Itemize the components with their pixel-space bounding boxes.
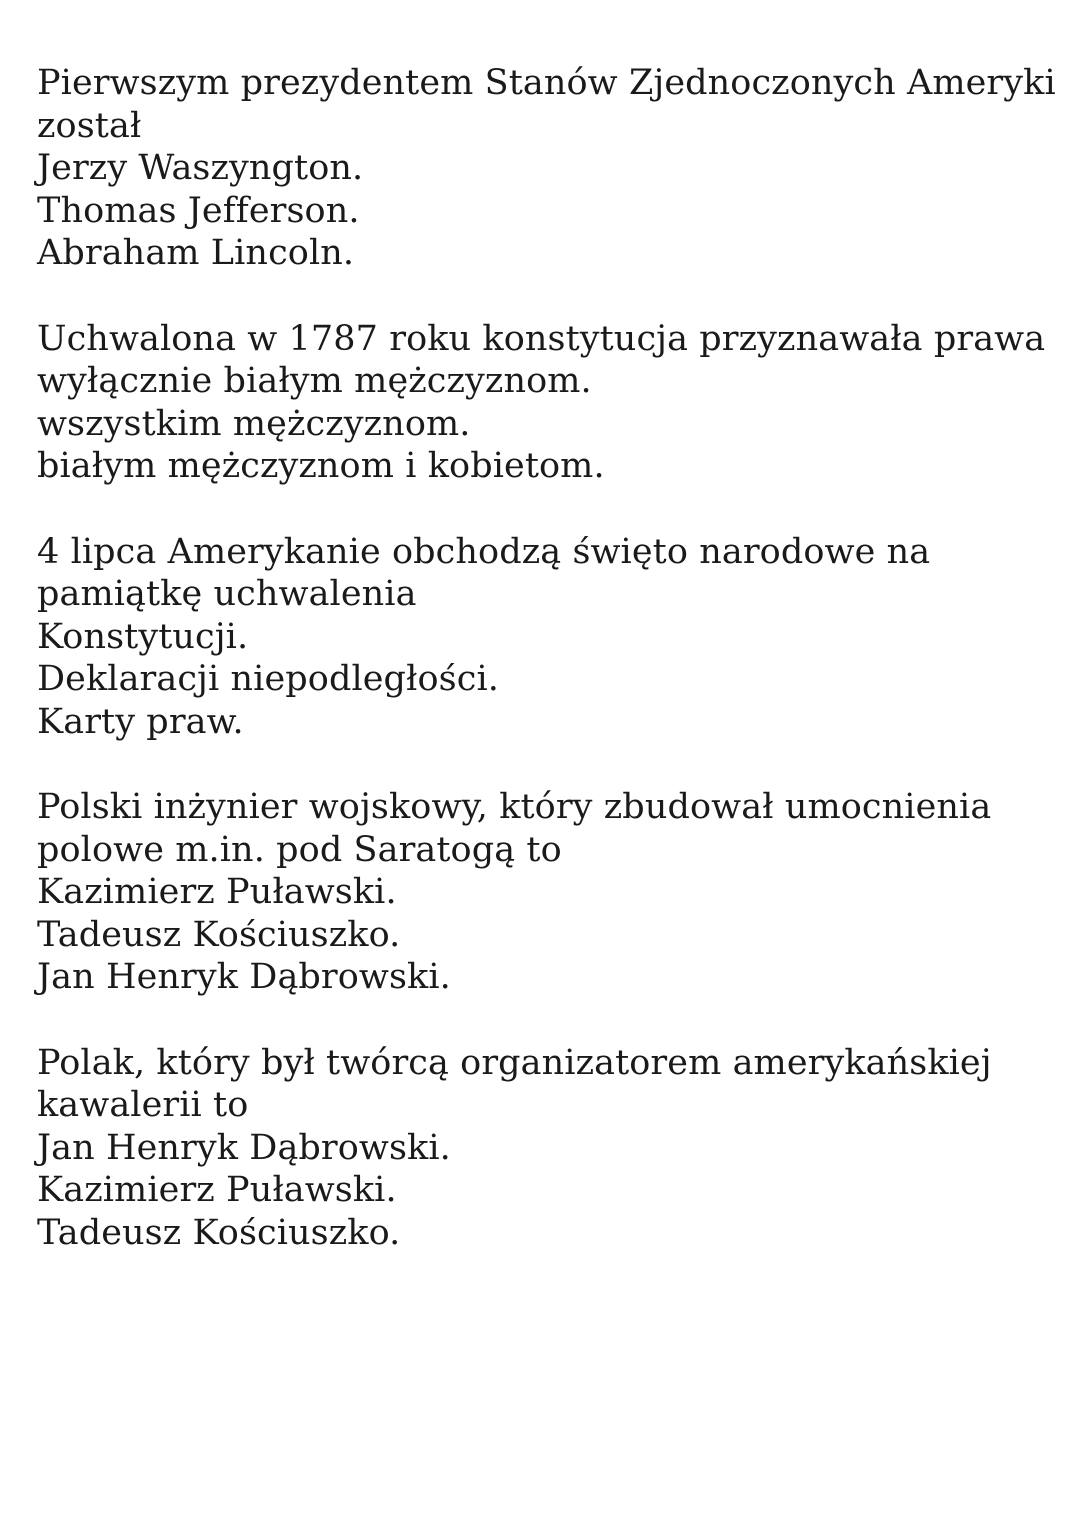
question-stem-line: Polak, który był twórcą organizatorem amerykańskiej — [37, 1042, 992, 1083]
answer-option: Kazimierz Puławski. — [37, 1170, 397, 1211]
question-4 — [37, 786, 1057, 999]
answer-option: Kazimierz Puławski. — [37, 872, 397, 913]
question-stem-line: kawalerii to — [37, 1085, 249, 1126]
answer-option: Jan Henryk Dąbrowski. — [37, 957, 451, 998]
answer-option: Deklaracji niepodległości. — [37, 659, 499, 700]
question-stem-line: 4 lipca Amerykanie obchodzą święto narodowe na — [37, 531, 931, 572]
question-stem-line: został — [37, 105, 142, 146]
answer-option: wyłącznie białym mężczyznom. — [37, 361, 592, 402]
question-2 — [37, 318, 1057, 488]
question-stem-line: Polski inżynier wojskowy, który zbudował umocnienia — [37, 787, 992, 828]
answer-option: Karty praw. — [37, 701, 244, 742]
answer-option: Jan Henryk Dąbrowski. — [37, 1127, 451, 1168]
answer-option: Thomas Jefferson. — [37, 190, 360, 231]
question-stem-line: Uchwalona w 1787 roku konstytucja przyznawała prawa — [37, 318, 1046, 359]
question-stem-line: pamiątkę uchwalenia — [37, 574, 417, 615]
answer-option: Tadeusz Kościuszko. — [37, 914, 401, 955]
quiz-document — [37, 62, 1057, 1297]
answer-option: wszystkim mężczyznom. — [37, 403, 471, 444]
answer-option: białym mężczyznom i kobietom. — [37, 446, 605, 487]
question-5 — [37, 1042, 1057, 1255]
answer-option: Konstytucji. — [37, 616, 249, 657]
answer-option: Tadeusz Kościuszko. — [37, 1213, 401, 1254]
question-stem-line: Pierwszym prezydentem Stanów Zjednoczonych Ameryki — [37, 63, 1056, 103]
question-1 — [37, 62, 1057, 275]
answer-option: Jerzy Waszyngton. — [37, 148, 364, 189]
answer-option: Abraham Lincoln. — [37, 233, 355, 274]
question-3 — [37, 531, 1057, 744]
question-stem-line: polowe m.in. pod Saratogą to — [37, 829, 562, 870]
